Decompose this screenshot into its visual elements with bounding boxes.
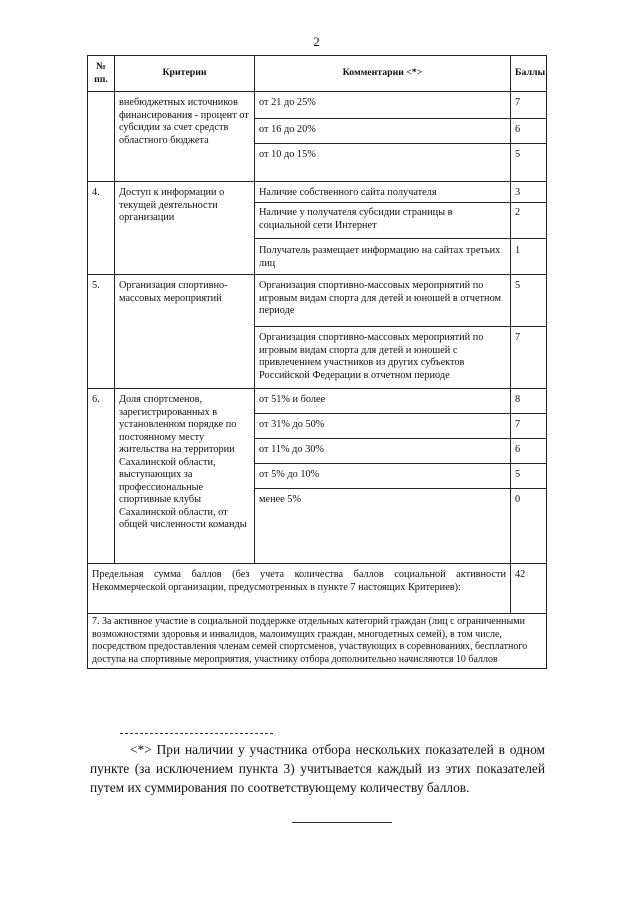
comment-cell: от 5% до 10% <box>255 464 511 489</box>
criterion-text: Организация спортивно-массовых мероприятий <box>115 275 255 389</box>
comment-cell: от 16 до 20% <box>255 119 511 144</box>
points-cell: 6 <box>511 119 547 144</box>
table-row <box>88 182 547 203</box>
points-cell: 5 <box>511 464 547 489</box>
comment-cell: Организация спортивно-массовых мероприятий по игровым видам спорта для детей и юношей с привлечением участников из других субъектов Российской Федерации в отчетном периоде <box>255 327 511 389</box>
row-num: 6. <box>88 389 115 564</box>
comment-cell: Наличие собственного сайта получателя <box>255 182 511 203</box>
row-num: 4. <box>88 182 115 275</box>
row-num: 5. <box>88 275 115 389</box>
header-comments: Комментарии <*> <box>255 56 511 92</box>
note-7: 7. За активное участие в социальной поддержке отдельных категорий граждан (лиц с ограниченными возможностями здоровья и инвалидов, малоимущих граждан, многодетных семей), в том числе, посредством предоставления членам семей спортсменов, участвующих в соревнованиях, бесплатного доступа на спортивные мероприятия, участнику отбора дополнительно начисляются 10 баллов <box>88 614 547 669</box>
criterion-text: Доступ к информации о текущей деятельности организации <box>115 182 255 275</box>
header-criteria: Критерии <box>115 56 255 92</box>
points-cell: 8 <box>511 389 547 414</box>
comment-cell: Получатель размещает информацию на сайтах третьих лиц <box>255 239 511 275</box>
page-number: 2 <box>313 34 320 49</box>
total-row <box>88 564 547 614</box>
comment-cell: от 11% до 30% <box>255 439 511 464</box>
comment-cell: от 10 до 15% <box>255 144 511 182</box>
points-cell: 7 <box>511 327 547 389</box>
total-text: Предельная сумма баллов (без учета количества баллов социальной активности Некоммерческой организации, предусмотренных в пункте 7 настоящих Критериев): <box>88 564 511 614</box>
criterion-text: внебюджетных источников финансирования - процент от субсидии за счет средств областного бюджета <box>115 92 255 182</box>
points-cell: 2 <box>511 203 547 239</box>
table-row <box>88 389 547 414</box>
points-cell: 6 <box>511 439 547 464</box>
comment-cell: от 31% до 50% <box>255 414 511 439</box>
row-num <box>88 92 115 182</box>
comment-cell: Организация спортивно-массовых мероприятий по игровым видам спорта для детей и юношей в отчетном периоде <box>255 275 511 327</box>
table-row <box>88 92 547 119</box>
total-points: 42 <box>511 564 547 614</box>
end-line <box>292 822 392 823</box>
points-cell: 0 <box>511 489 547 564</box>
points-cell: 3 <box>511 182 547 203</box>
points-cell: 1 <box>511 239 547 275</box>
comment-cell: от 51% и более <box>255 389 511 414</box>
table-header-row <box>88 56 547 92</box>
table-row <box>88 275 547 327</box>
footnote-separator <box>120 733 273 734</box>
comment-cell: Наличие у получателя субсидии страницы в социальной сети Интернет <box>255 203 511 239</box>
points-cell: 5 <box>511 144 547 182</box>
header-points: Баллы <box>511 56 547 92</box>
points-cell: 7 <box>511 414 547 439</box>
criterion-text: Доля спортсменов, зарегистрированных в установленном порядке по постоянному месту жительства на территории Сахалинской области, выступающих за профессиональные спортивные клубы Сахалинской области, от общей численности команды <box>115 389 255 564</box>
comment-cell: менее 5% <box>255 489 511 564</box>
criteria-table <box>87 55 547 669</box>
points-cell: 5 <box>511 275 547 327</box>
comment-cell: от 21 до 25% <box>255 92 511 119</box>
note-row <box>88 614 547 669</box>
footnote: <*> При наличии у участника отбора нескольких показателей в одном пункте (за исключением пункта 3) учитывается каждый из этих показателей путем их суммирования по соответствующему количеству баллов. <box>90 742 545 795</box>
header-num: № пп. <box>88 56 115 92</box>
points-cell: 7 <box>511 92 547 119</box>
